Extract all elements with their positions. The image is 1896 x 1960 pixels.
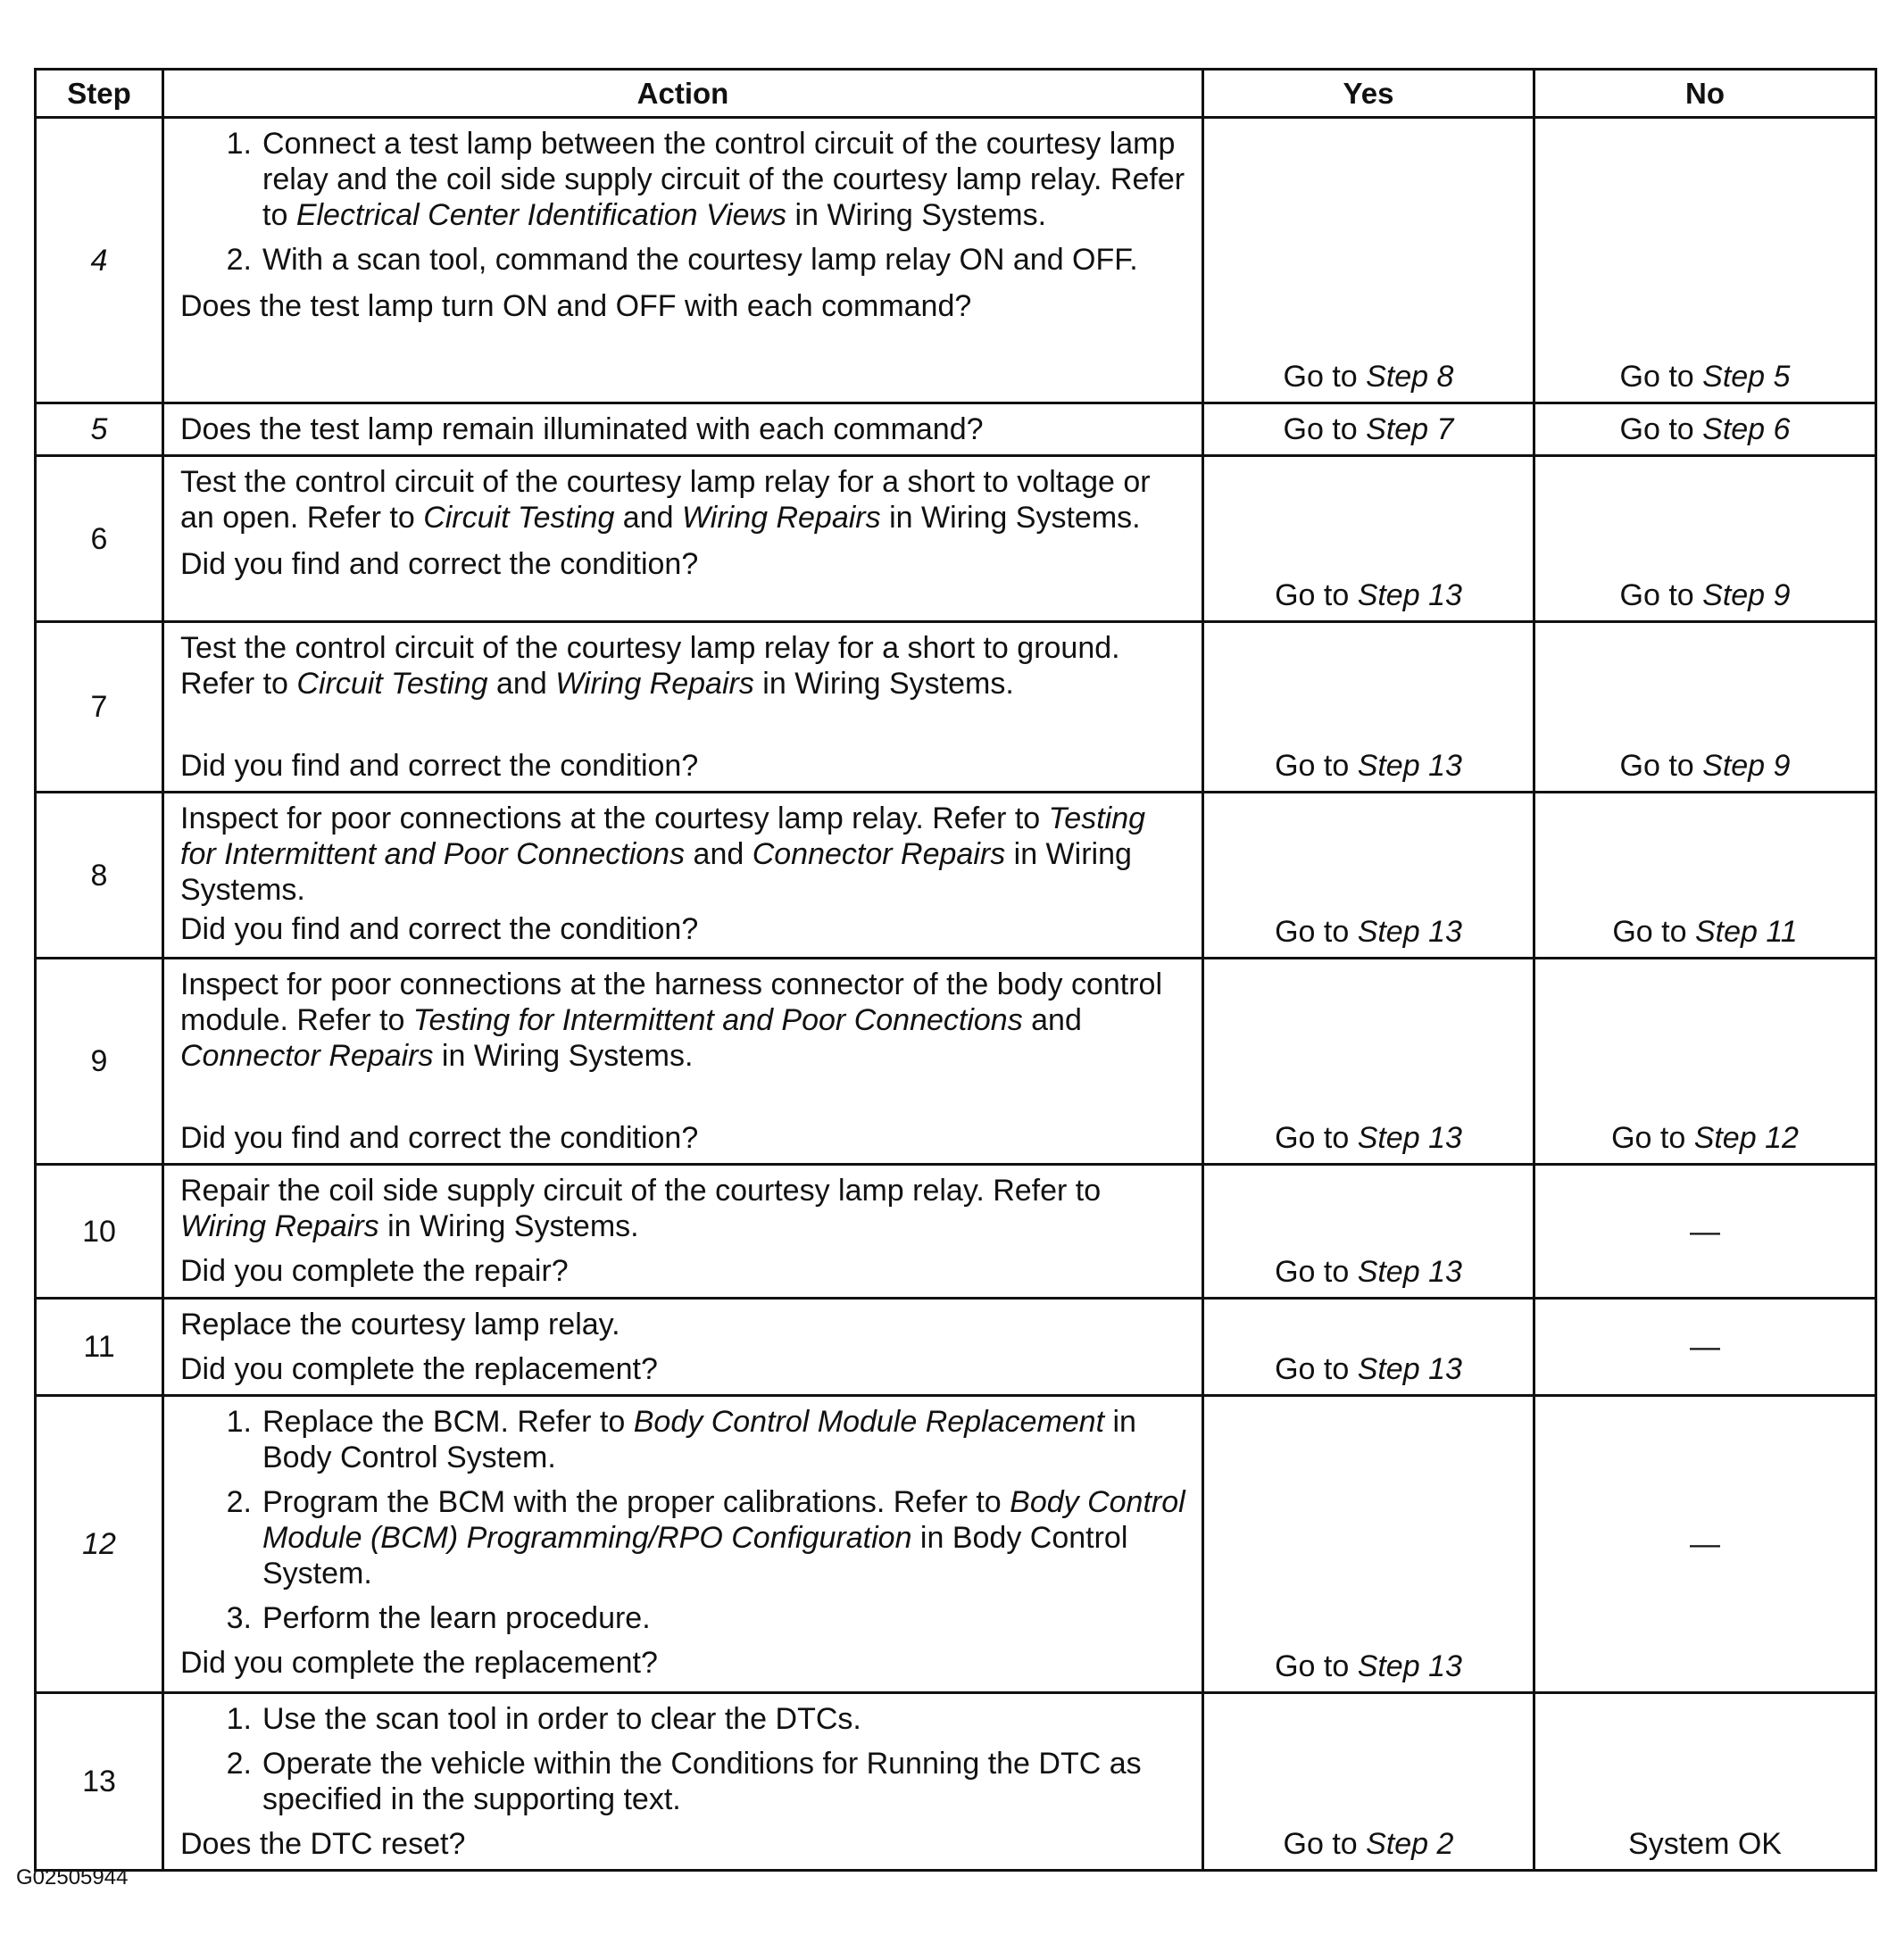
table-row: [36, 403, 1876, 456]
list-item: 1. Connect a test lamp between the control circuit of the courtesy lamp relay and the coil side supply circuit of the courtesy lamp relay. Refer to Electrical Center Identification Views in Wiring Systems.: [226, 127, 1185, 232]
action-cell: [163, 959, 1203, 1165]
action-cell: [163, 1299, 1203, 1396]
step-number: 10: [36, 1165, 163, 1299]
step-number: 8: [36, 793, 163, 959]
action-question: Did you complete the replacement?: [180, 1352, 658, 1386]
action-cell: [163, 1693, 1203, 1871]
step-reference: Step 13: [1357, 915, 1462, 949]
table-row: [36, 456, 1876, 622]
no-cell: Go to Step 6: [1534, 403, 1876, 456]
step-reference: Step 13: [1357, 1255, 1462, 1289]
header-step: Step: [36, 70, 163, 118]
reference-link-text: Wiring Repairs: [555, 667, 754, 701]
list-item: 2. Program the BCM with the proper calibrations. Refer to Body Control Module (BCM) Programming/RPO Configuration in Body Control System.: [226, 1485, 1185, 1590]
yes-cell: Go to Step 8: [1203, 118, 1534, 403]
reference-link-text: Wiring Repairs: [681, 501, 881, 535]
step-reference: Step 8: [1366, 360, 1454, 394]
step-reference: Step 7: [1366, 412, 1454, 446]
action-question: Did you find and correct the condition?: [180, 749, 699, 783]
table-row: [36, 622, 1876, 793]
reference-link-text: Connector Repairs: [180, 1039, 434, 1073]
action-question: Did you find and correct the condition?: [180, 547, 699, 581]
header-action: Action: [163, 70, 1203, 118]
reference-link-text: Body Control Module Replacement: [633, 1405, 1105, 1439]
action-text: Repair the coil side supply circuit of the courtesy lamp relay. Refer to Wiring Repairs in Wiring Systems.: [180, 1174, 1102, 1243]
action-question: Did you complete the repair?: [180, 1254, 569, 1288]
yes-cell: Go to Step 13: [1203, 959, 1534, 1165]
reference-link-text: Circuit Testing: [423, 501, 615, 535]
step-reference: Step 2: [1366, 1827, 1454, 1861]
diagnostic-table-container: [34, 68, 1875, 1872]
no-cell: Go to Step 5: [1534, 118, 1876, 403]
yes-cell: Go to Step 7: [1203, 403, 1534, 456]
action-question: Does the test lamp remain illuminated with each command?: [180, 412, 984, 446]
step-reference: Step 5: [1702, 360, 1791, 394]
list-item: 2. With a scan tool, command the courtesy lamp relay ON and OFF.: [226, 243, 1138, 277]
step-number: 6: [36, 456, 163, 622]
action-text: Inspect for poor connections at the courtesy lamp relay. Refer to Testing for Intermittent and Poor Connections and Connector Repairs in Wiring Systems.: [180, 801, 1146, 907]
action-question: Did you find and correct the condition?: [180, 912, 699, 946]
step-reference: Step 12: [1693, 1121, 1799, 1155]
list-item: 1. Replace the BCM. Refer to Body Control Module Replacement in Body Control System.: [226, 1405, 1136, 1474]
action-cell: [163, 403, 1203, 456]
action-text: Replace the courtesy lamp relay.: [180, 1308, 620, 1341]
action-question: Does the test lamp turn ON and OFF with each command?: [180, 289, 972, 323]
header-no: No: [1534, 70, 1876, 118]
step-reference: Step 9: [1702, 578, 1791, 612]
step-reference: Step 11: [1694, 915, 1798, 949]
action-cell: [163, 1396, 1203, 1693]
action-cell: [163, 456, 1203, 622]
step-reference: Step 13: [1357, 1121, 1462, 1155]
table-row: [36, 959, 1876, 1165]
no-cell: —: [1534, 1165, 1876, 1299]
step-reference: Step 13: [1357, 1352, 1462, 1386]
reference-link-text: Testing for Intermittent and Poor Connections: [180, 801, 1146, 871]
yes-cell: Go to Step 13: [1203, 456, 1534, 622]
table-row: [36, 1299, 1876, 1396]
action-question: Did you complete the replacement?: [180, 1646, 658, 1680]
table-row: [36, 1165, 1876, 1299]
action-list: [180, 1404, 1189, 1636]
step-reference: Step 13: [1357, 578, 1462, 612]
no-cell: Go to Step 9: [1534, 456, 1876, 622]
yes-cell: Go to Step 13: [1203, 1396, 1534, 1693]
no-cell: System OK: [1534, 1693, 1876, 1871]
action-question: Did you find and correct the condition?: [180, 1121, 699, 1155]
table-row: [36, 793, 1876, 959]
no-cell: —: [1534, 1396, 1876, 1693]
table-row: [36, 1396, 1876, 1693]
action-list: [180, 1701, 1189, 1817]
step-reference: Step 13: [1357, 1649, 1462, 1683]
no-cell: Go to Step 12: [1534, 959, 1876, 1165]
header-yes: Yes: [1203, 70, 1534, 118]
action-text: Test the control circuit of the courtesy lamp relay for a short to ground. Refer to Circuit Testing and Wiring Repairs in Wiring Systems.: [180, 631, 1120, 701]
figure-id: G02505944: [16, 1865, 129, 1889]
action-cell: [163, 622, 1203, 793]
action-question: Does the DTC reset?: [180, 1827, 466, 1861]
list-item: 1. Use the scan tool in order to clear the DTCs.: [226, 1702, 861, 1736]
action-text: Inspect for poor connections at the harness connector of the body control module. Refer to Testing for Intermittent and Poor Connections and Connector Repairs in Wiring Systems.: [180, 968, 1163, 1073]
action-cell: [163, 1165, 1203, 1299]
table-header-row: [36, 70, 1876, 118]
step-number: 9: [36, 959, 163, 1165]
step-number: 11: [36, 1299, 163, 1396]
list-item: 2. Operate the vehicle within the Conditions for Running the DTC as specified in the supporting text.: [226, 1747, 1142, 1816]
step-reference: Step 13: [1357, 749, 1462, 783]
yes-cell: Go to Step 13: [1203, 622, 1534, 793]
step-number: 13: [36, 1693, 163, 1871]
yes-cell: Go to Step 2: [1203, 1693, 1534, 1871]
no-cell: Go to Step 11: [1534, 793, 1876, 959]
reference-link-text: Body Control Module (BCM) Programming/RPO Configuration: [262, 1485, 1185, 1555]
step-number: 7: [36, 622, 163, 793]
step-reference: Step 6: [1702, 412, 1791, 446]
action-text: Test the control circuit of the courtesy lamp relay for a short to voltage or an open. Refer to Circuit Testing and Wiring Repairs in Wiring Systems.: [180, 465, 1151, 535]
table-row: [36, 1693, 1876, 1871]
diagnostic-table: [34, 68, 1877, 1872]
reference-link-text: Connector Repairs: [752, 837, 1006, 871]
list-item: 3. Perform the learn procedure.: [226, 1601, 651, 1635]
no-cell: —: [1534, 1299, 1876, 1396]
yes-cell: Go to Step 13: [1203, 1165, 1534, 1299]
yes-cell: Go to Step 13: [1203, 793, 1534, 959]
step-number: 12: [36, 1396, 163, 1693]
step-reference: Step 9: [1702, 749, 1791, 783]
no-cell: Go to Step 9: [1534, 622, 1876, 793]
step-number: 5: [36, 403, 163, 456]
step-number: 4: [36, 118, 163, 403]
reference-link-text: Wiring Repairs: [180, 1209, 379, 1243]
yes-cell: Go to Step 13: [1203, 1299, 1534, 1396]
action-cell: [163, 118, 1203, 403]
table-row: [36, 118, 1876, 403]
action-cell: [163, 793, 1203, 959]
reference-link-text: Electrical Center Identification Views: [295, 198, 787, 232]
action-list: [180, 126, 1189, 278]
reference-link-text: Circuit Testing: [296, 667, 488, 701]
reference-link-text: Testing for Intermittent and Poor Connections: [412, 1003, 1023, 1037]
